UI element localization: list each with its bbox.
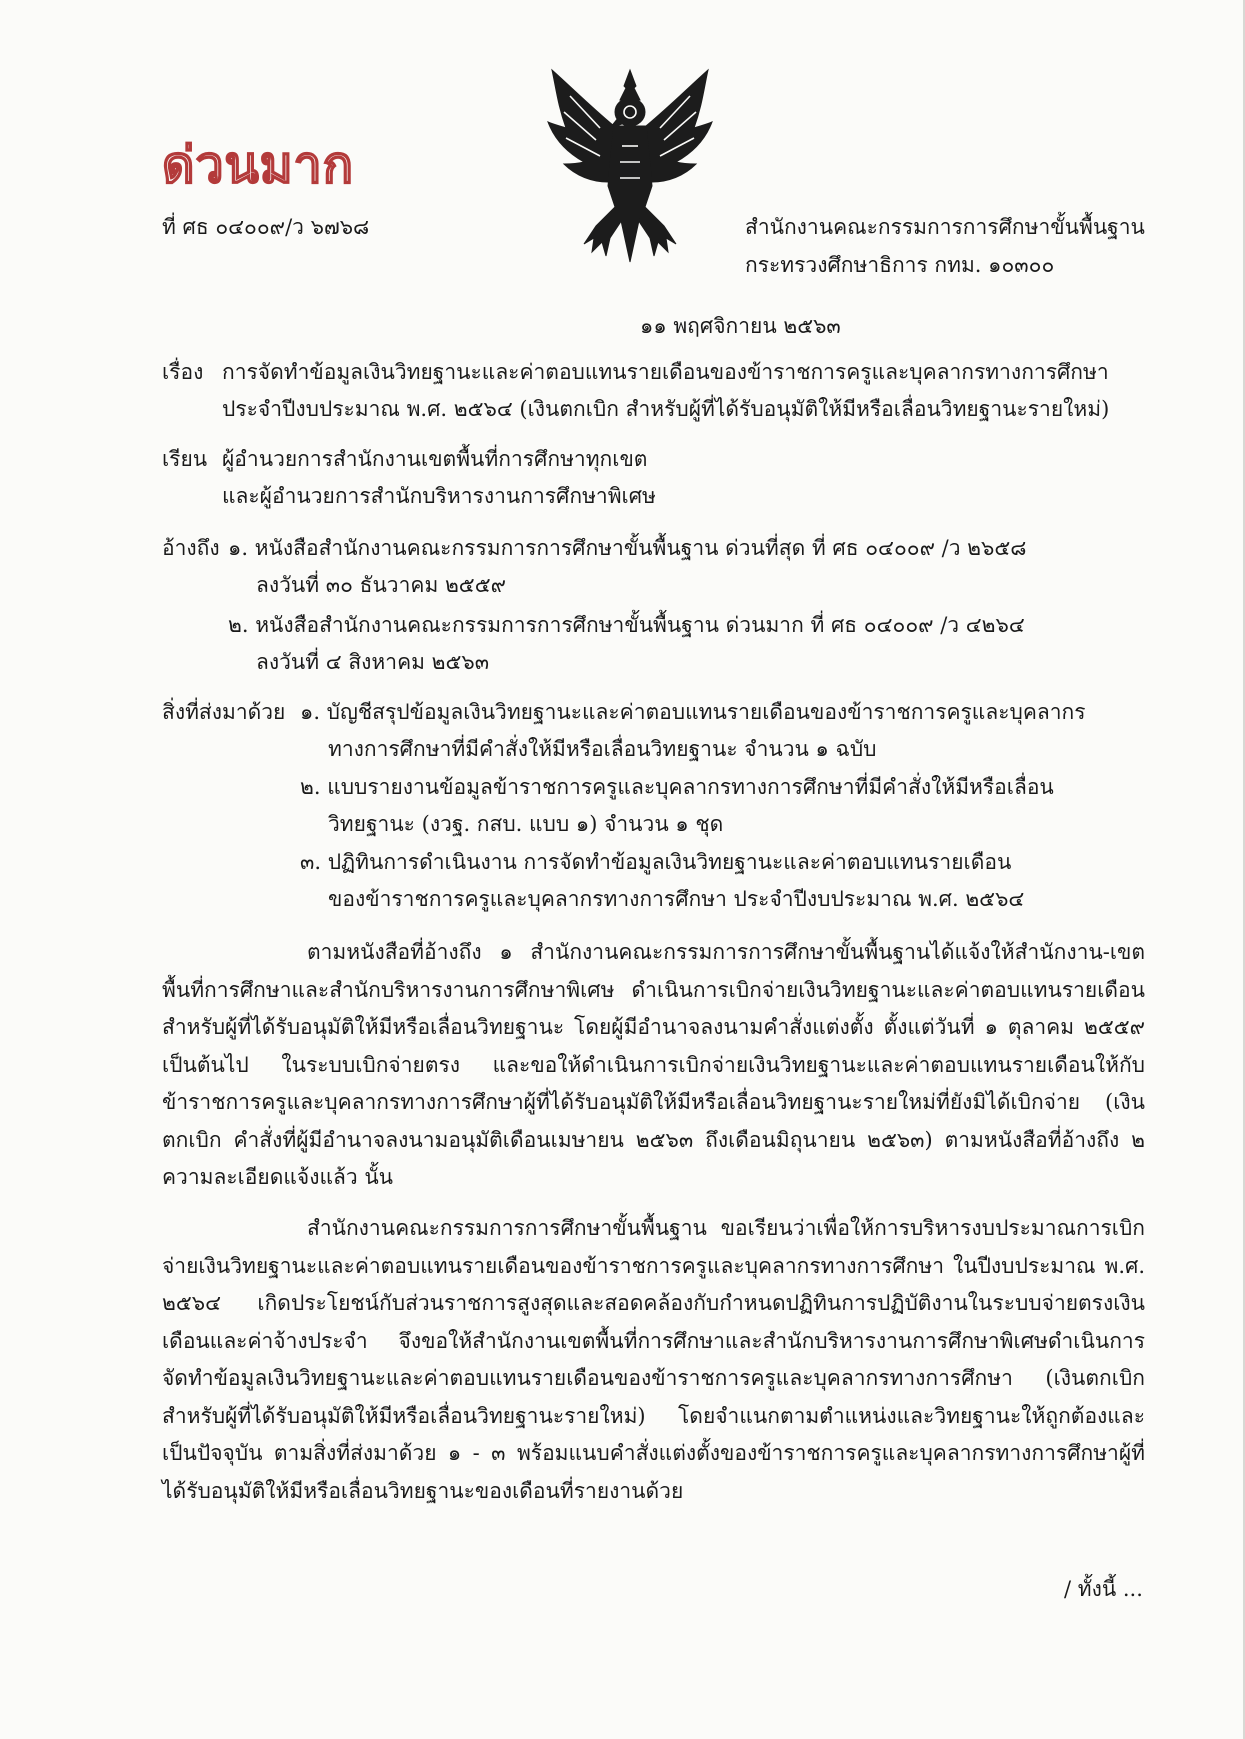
recipient-line-2: และผู้อำนวยการสำนักบริหารงานการศึกษาพิเศษ	[222, 484, 656, 508]
references-label: อ้างถึง	[162, 536, 220, 560]
recipient-label: เรียน	[162, 447, 208, 471]
reference-2-line-2: ลงวันที่ ๔ สิงหาคม ๒๕๖๓	[256, 650, 490, 674]
document-date: ๑๑ พฤศจิกายน ๒๕๖๓	[640, 314, 841, 338]
urgency-stamp: ด่วนมาก	[162, 135, 355, 194]
agency-address: กระทรวงศึกษาธิการ กทม. ๑๐๓๐๐	[745, 253, 1055, 277]
enclosure-2-line-1: ๒. แบบรายงานข้อมูลข้าราชการครูและบุคลากรทางการศึกษาที่มีคำสั่งให้มีหรือเลื่อน	[300, 775, 1054, 799]
body-paragraph-1	[162, 934, 1145, 1197]
enclosure-3-line-2: ของข้าราชการครูและบุคลากรทางการศึกษา ประจำปีงบประมาณ พ.ศ. ๒๕๖๔	[328, 887, 1025, 911]
subject-label: เรื่อง	[162, 360, 204, 384]
reference-2-line-1: ๒. หนังสือสำนักงานคณะกรรมการการศึกษาขั้นพื้นฐาน ด่วนมาก ที่ ศธ ๐๔๐๐๙ /ว ๔๒๖๔	[228, 613, 1025, 637]
garuda-emblem-icon	[530, 66, 730, 266]
enclosure-1-line-2: ทางการศึกษาที่มีคำสั่งให้มีหรือเลื่อนวิทยฐานะ จำนวน ๑ ฉบับ	[328, 737, 877, 761]
recipient-line-1: ผู้อำนวยการสำนักงานเขตพื้นที่การศึกษาทุกเขต	[222, 447, 648, 471]
reference-1-line-1: ๑. หนังสือสำนักงานคณะกรรมการการศึกษาขั้นพื้นฐาน ด่วนที่สุด ที่ ศธ ๐๔๐๐๙ /ว ๒๖๕๘	[228, 536, 1027, 560]
subject-line-2: ประจำปีงบประมาณ พ.ศ. ๒๕๖๔ (เงินตกเบิก สำหรับผู้ที่ได้รับอนุมัติให้มีหรือเลื่อนวิทยฐานะรายใหม่)	[222, 397, 1110, 421]
subject-line-1: การจัดทำข้อมูลเงินวิทยฐานะและค่าตอบแทนรายเดือนของข้าราชการครูและบุคลากรทางการศึกษา	[222, 360, 1109, 384]
enclosure-1-line-1: ๑. บัญชีสรุปข้อมูลเงินวิทยฐานะและค่าตอบแทนรายเดือนของข้าราชการครูและบุคลากร	[300, 700, 1086, 724]
body-paragraph-2-text: สำนักงานคณะกรรมการการศึกษาขั้นพื้นฐาน ขอเรียนว่าเพื่อให้การบริหารงบประมาณการเบิกจ่ายเงินวิทยฐานะและค่าตอบแทนรายเดือนของข้าราชการครูและบุคลากรทางการศึกษา ในปีงบประมาณ พ.ศ. ๒๕๖๔ เกิดประโยชน์กับส่วนราชการสูงสุดและสอดคล้องกับกำหนดปฏิทินการปฏิบัติงานในระบบจ่ายตรงเงินเดือนและค่าจ้างประจำ จึงขอให้สำนักงานเขตพื้นที่การศึกษาและสำนักบริหารงานการศึกษาพิเศษดำเนินการจัดทำข้อมูลเงินวิทยฐานะและค่าตอบแทนรายเดือนของข้าราชการครูและบุคลากรทางการศึกษา (เงินตกเบิก สำหรับผู้ที่ได้รับอนุมัติให้มีหรือเลื่อนวิทยฐานะรายใหม่) โดยจำแนกตามตำแหน่งและวิทยฐานะให้ถูกต้องและเป็นปัจจุบัน ตามสิ่งที่ส่งมาด้วย ๑ - ๓ พร้อมแนบคำสั่งแต่งตั้งของข้าราชการครูและบุคลากรทางการศึกษาผู้ที่ได้รับอนุมัติให้มีหรือเลื่อนวิทยฐานะของเดือนที่รายงานด้วย	[162, 1216, 1145, 1503]
body-paragraph-2	[162, 1210, 1145, 1510]
continuation-marker: / ทั้งนี้ ...	[1064, 1577, 1143, 1601]
enclosure-2-line-2: วิทยฐานะ (งวฐ. กสบ. แบบ ๑) จำนวน ๑ ชุด	[328, 812, 724, 836]
body-paragraph-1-text: ตามหนังสือที่อ้างถึง ๑ สำนักงานคณะกรรมการการศึกษาขั้นพื้นฐานได้แจ้งให้สำนักงาน-เขตพื้นที่การศึกษาและสำนักบริหารงานการศึกษาพิเศษ ดำเนินการเบิกจ่ายเงินวิทยฐานะและค่าตอบแทนรายเดือนสำหรับผู้ที่ได้รับอนุมัติให้มีหรือเลื่อนวิทยฐานะ โดยผู้มีอำนาจลงนามคำสั่งแต่งตั้ง ตั้งแต่วันที่ ๑ ตุลาคม ๒๕๕๙ เป็นต้นไป ในระบบเบิกจ่ายตรง และขอให้ดำเนินการเบิกจ่ายเงินวิทยฐานะและค่าตอบแทนรายเดือนให้กับข้าราชการครูและบุคลากรทางการศึกษาผู้ที่ได้รับอนุมัติให้มีหรือเลื่อนวิทยฐานะรายใหม่ที่ยังมิได้เบิกจ่าย (เงินตกเบิก คำสั่งที่ผู้มีอำนาจลงนามอนุมัติเดือนเมษายน ๒๕๖๓ ถึงเดือนมิถุนายน ๒๕๖๓) ตามหนังสือที่อ้างถึง ๒ ความละเอียดแจ้งแล้ว นั้น	[162, 940, 1145, 1189]
enclosures-label: สิ่งที่ส่งมาด้วย	[162, 700, 286, 724]
reference-1-line-2: ลงวันที่ ๓๐ ธันวาคม ๒๕๕๙	[256, 573, 506, 597]
enclosure-3-line-1: ๓. ปฏิทินการดำเนินงาน การจัดทำข้อมูลเงินวิทยฐานะและค่าตอบแทนรายเดือน	[300, 850, 1012, 874]
agency-name: สำนักงานคณะกรรมการการศึกษาขั้นพื้นฐาน	[745, 215, 1145, 239]
document-number: ที่ ศธ ๐๔๐๐๙/ว ๖๗๖๘	[162, 215, 370, 239]
